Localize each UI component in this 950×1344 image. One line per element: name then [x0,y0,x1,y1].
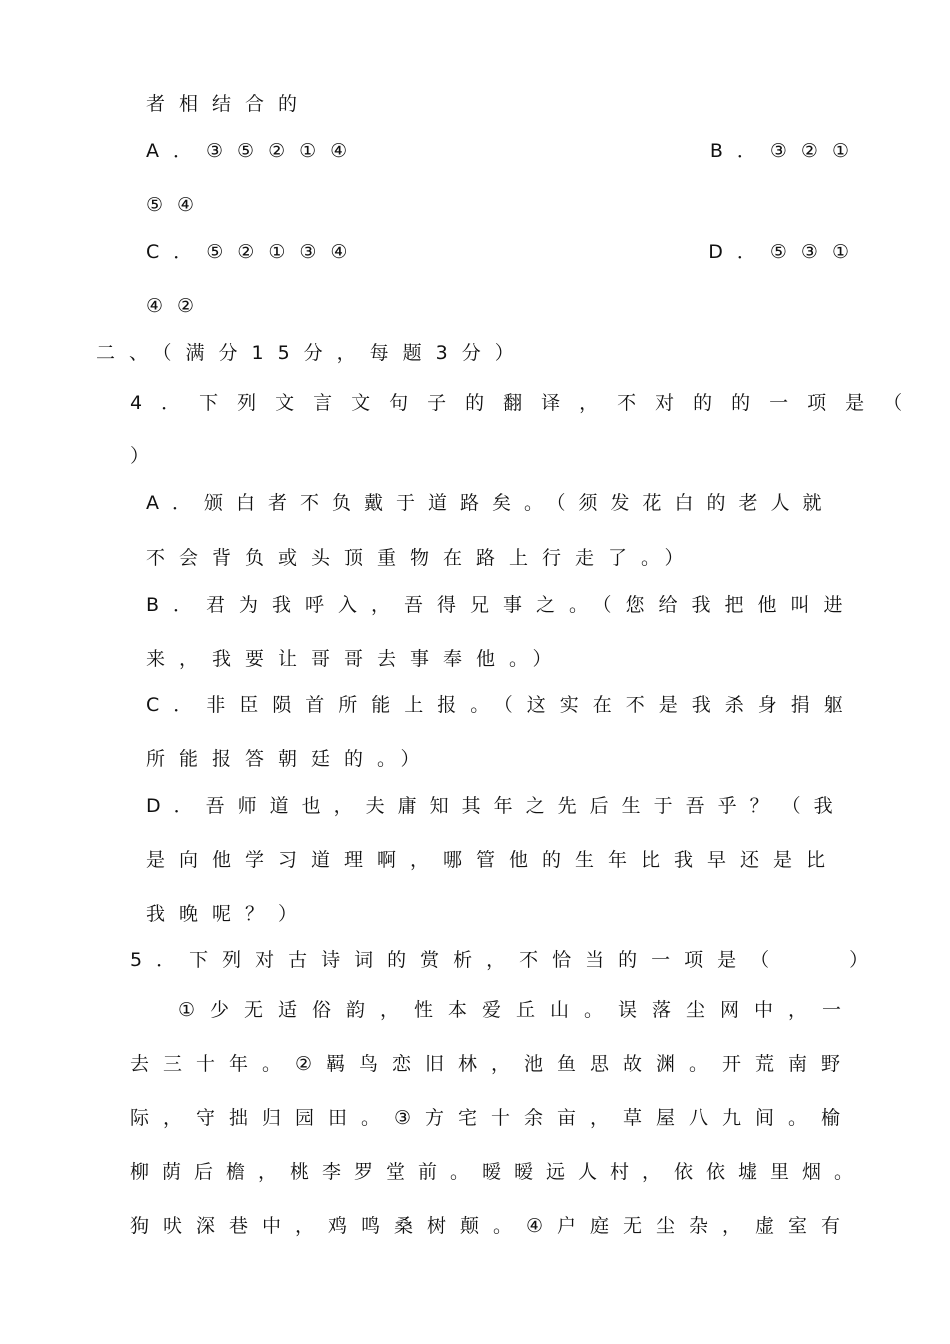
q4-option-d-continued-2: 我晚呢？） [146,903,312,925]
q4-stem-close: ） [130,445,164,467]
q4-option-b-continued: 来，我要让哥哥去事奉他。） [146,648,566,670]
q4-option-b: B．君为我呼入，吾得兄事之。（您给我把他叫进 [146,594,857,616]
q5-poem-line: 际，守拙归园田。③方宅十余亩，草屋八九间。榆 [130,1107,855,1129]
q5-stem: 5．下列对古诗词的赏析，不恰当的一项是（ ） [130,949,883,971]
q3-option-b: B．③②① [709,140,863,162]
q4-option-a: A．颁白者不负戴于道路矣。（须发花白的老人就 [146,492,835,514]
q4-option-a-continued: 不会背负或头顶重物在路上行走了。） [146,547,698,569]
q4-option-d: D．吾师道也，夫庸知其年之先后生于吾乎？（我 [146,795,846,817]
q4-option-c-continued: 所能报答朝廷的。） [146,748,434,770]
q3-option-b-continued: ⑤④ [146,194,209,216]
q5-poem-line: ①少无适俗韵，性本爱丘山。误落尘网中，一 [178,999,857,1021]
q4-option-c: C．非臣陨首所能上报。（这实在不是我杀身捐躯 [146,694,857,716]
q4-option-d-continued: 是向他学习道理啊，哪管他的生年比我早还是比 [146,849,840,871]
q3-option-c: C．⑤②①③④ [146,241,362,263]
section-heading: 二、（满分15分，每题3分） [96,342,528,364]
q3-option-d-continued: ④② [146,295,209,317]
q5-poem-line: 去三十年。②羁鸟恋旧林，池鱼思故渊。开荒南野 [130,1053,855,1075]
q5-poem-line: 柳荫后檐，桃李罗堂前。暧暧远人村，依依墟里烟。 [130,1161,867,1183]
q3-option-d: D．⑤③① [708,241,863,263]
q3-option-a: A．③⑤②①④ [146,140,362,162]
q5-poem-line: 狗吠深巷中，鸡鸣桑树颠。④户庭无尘杂，虚室有 [130,1215,855,1237]
q4-stem: 4．下列文言文句子的翻译，不对的的一项是（ [130,392,922,414]
q3-continuation-line: 者相结合的 [146,93,312,115]
